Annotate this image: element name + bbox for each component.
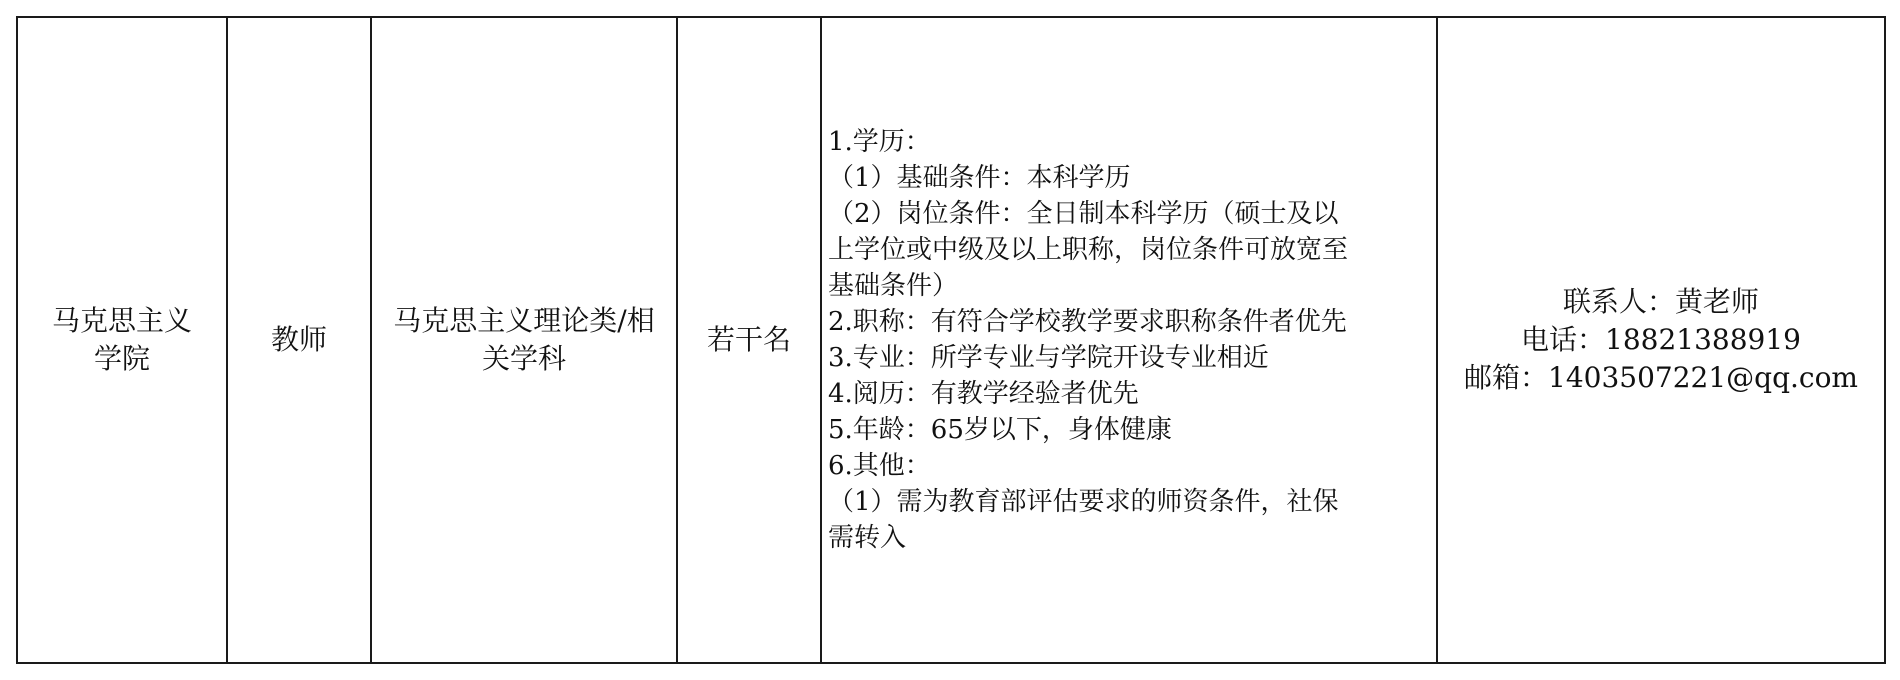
contact-cell	[1437, 17, 1885, 663]
requirement-line: （2）岗位条件：全日制本科学历（硕士及以	[828, 199, 1339, 229]
requirement-line: 3.专业：所学专业与学院开设专业相近	[828, 343, 1269, 373]
contact-person: 联系人：黄老师	[1562, 285, 1759, 318]
table-row	[17, 17, 1885, 663]
requirement-line: 2.职称：有符合学校教学要求职称条件者优先	[828, 307, 1347, 337]
requirements-cell	[821, 17, 1437, 663]
headcount-value: 若干名	[706, 323, 791, 356]
position-name: 教师	[270, 323, 327, 356]
requirement-line: （1）需为教育部评估要求的师资条件，社保	[828, 487, 1339, 517]
contact-phone: 电话：18821388919	[1521, 323, 1801, 356]
requirement-line: 需转入	[828, 523, 907, 553]
department-name: 马克思主义 学院	[51, 304, 192, 375]
requirement-line: 6.其他：	[828, 451, 931, 481]
requirement-line: （1）基础条件：本科学历	[828, 163, 1131, 193]
requirement-line: 4.阅历：有教学经验者优先	[828, 379, 1139, 409]
discipline-name: 马克思主义理论类/相 关学科	[393, 304, 655, 375]
requirement-line: 基础条件）	[828, 271, 959, 301]
headcount-cell	[677, 17, 821, 663]
requirement-line: 1.学历：	[828, 127, 931, 157]
requirement-line: 上学位或中级及以上职称，岗位条件可放宽至	[828, 235, 1349, 265]
requirement-line: 5.年龄：65岁以下，身体健康	[828, 415, 1172, 445]
position-cell	[227, 17, 371, 663]
recruitment-table	[16, 16, 1886, 664]
department-cell	[17, 17, 227, 663]
requirements-list	[828, 124, 1432, 556]
discipline-cell	[371, 17, 677, 663]
contact-email: 邮箱：1403507221@qq.com	[1464, 361, 1858, 394]
